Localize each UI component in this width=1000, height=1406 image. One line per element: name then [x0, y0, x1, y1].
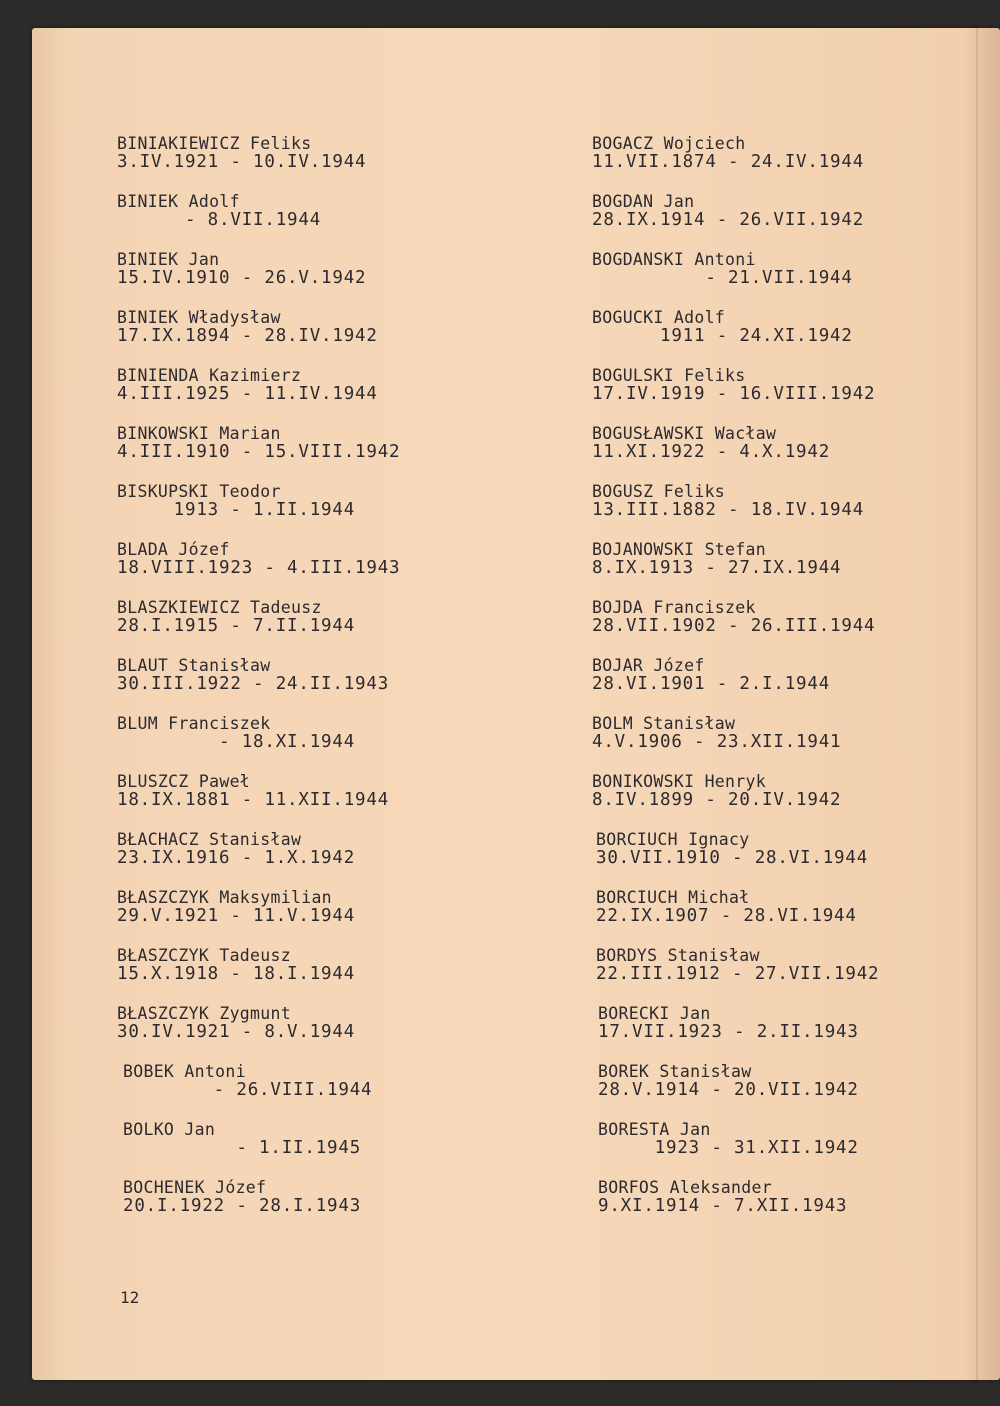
list-item	[598, 1005, 958, 1041]
list-item	[598, 1121, 958, 1157]
entry-name: BŁASZCZYK Tadeusz	[117, 946, 291, 965]
list-item	[117, 1005, 477, 1041]
entry-dates: 15.IV.1910 - 26.V.1942	[117, 268, 367, 288]
entry-name: BOBEK Antoni	[123, 1062, 246, 1081]
list-item	[117, 483, 477, 519]
entry-dates: 28.VII.1902 - 26.III.1944	[592, 616, 876, 636]
entry-dates: - 1.II.1945	[123, 1138, 362, 1158]
entry-name: BORFOS Aleksander	[598, 1178, 772, 1197]
list-item	[592, 599, 952, 635]
entry-dates: 23.IX.1916 - 1.X.1942	[117, 848, 356, 868]
entry-name: BOGULSKI Feliks	[592, 366, 746, 385]
entry-dates: 1911 - 24.XI.1942	[592, 326, 853, 346]
entry-dates: - 26.VIII.1944	[123, 1080, 373, 1100]
list-item	[592, 715, 952, 751]
entry-name: BINIENDA Kazimierz	[117, 366, 302, 385]
list-item	[592, 251, 952, 287]
list-item	[117, 541, 477, 577]
entry-dates: 13.III.1882 - 18.IV.1944	[592, 500, 865, 520]
entry-name: BLUM Franciszek	[117, 714, 271, 733]
entry-name: BŁACHACZ Stanisław	[117, 830, 302, 849]
list-item	[592, 773, 952, 809]
entry-name: BOJAR Józef	[592, 656, 705, 675]
list-item	[117, 367, 477, 403]
list-item	[117, 831, 477, 867]
entry-name: BORESTA Jan	[598, 1120, 711, 1139]
entry-dates: 30.IV.1921 - 8.V.1944	[117, 1022, 356, 1042]
entry-name: BOGUSŁAWSKI Wacław	[592, 424, 777, 443]
entry-dates: 28.IX.1914 - 26.VII.1942	[592, 210, 865, 230]
entry-name: BLAUT Stanisław	[117, 656, 271, 675]
entry-dates: - 18.XI.1944	[117, 732, 356, 752]
entry-name: BORDYS Stanisław	[596, 946, 760, 965]
entry-name: BLASZKIEWICZ Tadeusz	[117, 598, 322, 617]
entry-dates: 29.V.1921 - 11.V.1944	[117, 906, 356, 926]
entry-name: BOREK Stanisław	[598, 1062, 752, 1081]
document-page	[32, 28, 1000, 1380]
entry-name: BONIKOWSKI Henryk	[592, 772, 766, 791]
list-item	[123, 1179, 483, 1215]
entry-dates: 30.III.1922 - 24.II.1943	[117, 674, 390, 694]
list-item	[123, 1063, 483, 1099]
list-item	[117, 715, 477, 751]
entry-name: BOJANOWSKI Stefan	[592, 540, 766, 559]
entry-dates: 28.V.1914 - 20.VII.1942	[598, 1080, 859, 1100]
entry-name: BOCHENEK Józef	[123, 1178, 267, 1197]
list-item	[592, 657, 952, 693]
list-item	[117, 425, 477, 461]
list-item	[117, 773, 477, 809]
entry-name: BOGDANSKI Antoni	[592, 250, 756, 269]
entry-dates: 17.IV.1919 - 16.VIII.1942	[592, 384, 876, 404]
list-item	[592, 135, 952, 171]
list-item	[592, 541, 952, 577]
entry-dates: - 8.VII.1944	[117, 210, 322, 230]
entry-dates: - 21.VII.1944	[592, 268, 853, 288]
list-item	[117, 309, 477, 345]
list-item	[117, 599, 477, 635]
entry-name: BORCIUCH Michał	[596, 888, 750, 907]
list-item	[117, 135, 477, 171]
entry-name: BOLKO Jan	[123, 1120, 216, 1139]
entry-dates: 18.IX.1881 - 11.XII.1944	[117, 790, 390, 810]
entry-name: BOGUCKI Adolf	[592, 308, 726, 327]
entry-dates: 4.V.1906 - 23.XII.1941	[592, 732, 842, 752]
entry-name: BINIEK Jan	[117, 250, 220, 269]
entry-name: BŁASZCZYK Maksymilian	[117, 888, 332, 907]
entry-dates: 8.IV.1899 - 20.IV.1942	[592, 790, 842, 810]
list-item	[117, 251, 477, 287]
entry-name: BORCIUCH Ignacy	[596, 830, 750, 849]
entry-dates: 8.IX.1913 - 27.IX.1944	[592, 558, 842, 578]
list-item	[596, 831, 956, 867]
entry-name: BLUSZCZ Paweł	[117, 772, 251, 791]
entry-dates: 11.VII.1874 - 24.IV.1944	[592, 152, 865, 172]
list-item	[598, 1179, 958, 1215]
list-item	[592, 425, 952, 461]
list-item	[123, 1121, 483, 1157]
page-number: 12	[120, 1288, 140, 1307]
entry-name: BOGACZ Wojciech	[592, 134, 746, 153]
list-item	[596, 889, 956, 925]
list-item	[596, 947, 956, 983]
entry-dates: 22.IX.1907 - 28.VI.1944	[596, 906, 857, 926]
entry-dates: 9.XI.1914 - 7.XII.1943	[598, 1196, 848, 1216]
entry-name: BOGUSZ Feliks	[592, 482, 726, 501]
entry-name: BORECKI Jan	[598, 1004, 711, 1023]
entry-dates: 3.IV.1921 - 10.IV.1944	[117, 152, 367, 172]
list-item	[592, 483, 952, 519]
entry-dates: 1913 - 1.II.1944	[117, 500, 356, 520]
entry-dates: 28.I.1915 - 7.II.1944	[117, 616, 356, 636]
entry-name: BINIAKIEWICZ Feliks	[117, 134, 312, 153]
entry-dates: 4.III.1910 - 15.VIII.1942	[117, 442, 401, 462]
list-item	[598, 1063, 958, 1099]
entry-name: BISKUPSKI Teodor	[117, 482, 281, 501]
entry-name: BINIEK Władysław	[117, 308, 281, 327]
entry-dates: 11.XI.1922 - 4.X.1942	[592, 442, 831, 462]
entry-name: BOLM Stanisław	[592, 714, 736, 733]
entry-dates: 28.VI.1901 - 2.I.1944	[592, 674, 831, 694]
list-item	[117, 947, 477, 983]
list-item	[117, 193, 477, 229]
list-item	[117, 889, 477, 925]
list-item	[592, 309, 952, 345]
entry-dates: 4.III.1925 - 11.IV.1944	[117, 384, 378, 404]
list-item	[117, 657, 477, 693]
entry-name: BINIEK Adolf	[117, 192, 240, 211]
entry-name: BLADA Józef	[117, 540, 230, 559]
entry-name: BOJDA Franciszek	[592, 598, 756, 617]
entry-name: BINKOWSKI Marian	[117, 424, 281, 443]
entry-dates: 17.IX.1894 - 28.IV.1942	[117, 326, 378, 346]
entry-dates: 22.III.1912 - 27.VII.1942	[596, 964, 880, 984]
entry-dates: 1923 - 31.XII.1942	[598, 1138, 859, 1158]
entry-dates: 15.X.1918 - 18.I.1944	[117, 964, 356, 984]
entry-name: BOGDAN Jan	[592, 192, 695, 211]
entry-dates: 17.VII.1923 - 2.II.1943	[598, 1022, 859, 1042]
entry-dates: 18.VIII.1923 - 4.III.1943	[117, 558, 401, 578]
list-item	[592, 193, 952, 229]
list-item	[592, 367, 952, 403]
entry-name: BŁASZCZYK Zygmunt	[117, 1004, 291, 1023]
entry-dates: 30.VII.1910 - 28.VI.1944	[596, 848, 869, 868]
entry-dates: 20.I.1922 - 28.I.1943	[123, 1196, 362, 1216]
